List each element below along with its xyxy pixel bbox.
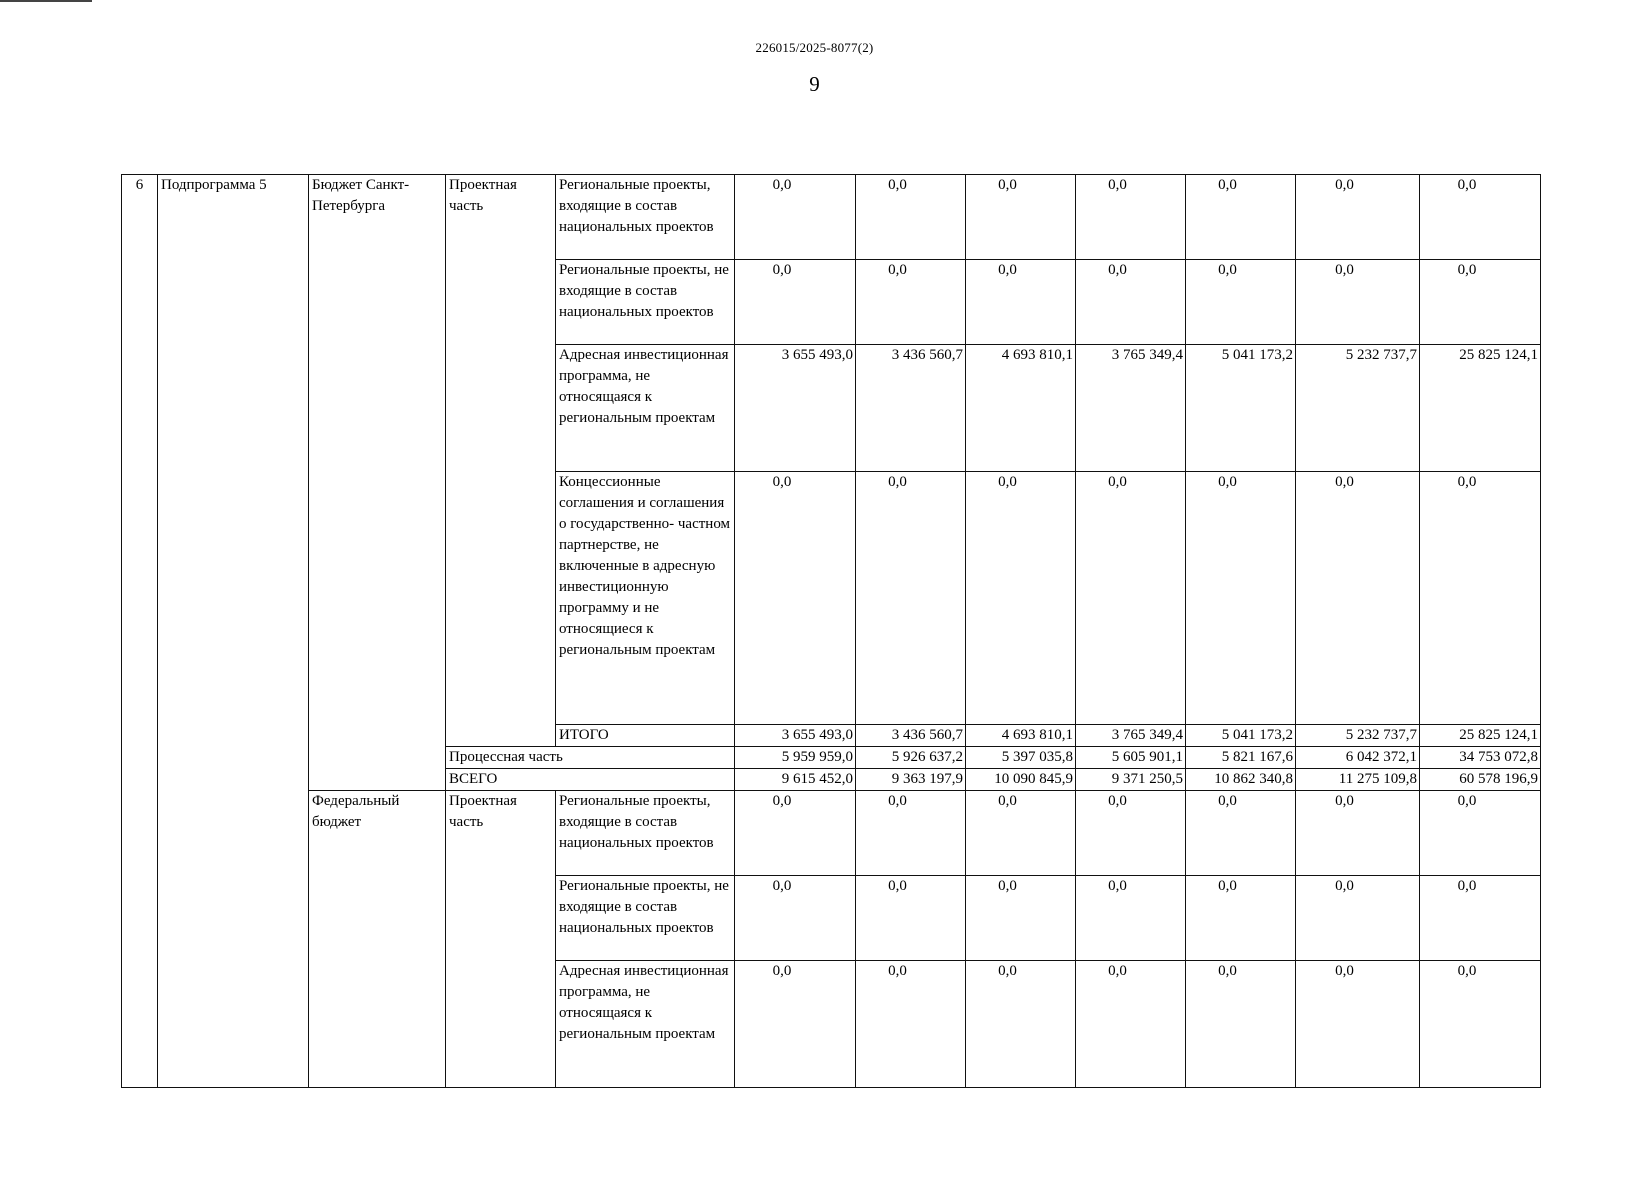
value-cell: 0,0: [1296, 876, 1420, 961]
value-cell: 5 041 173,2: [1186, 725, 1296, 747]
value-cell: 5 605 901,1: [1076, 747, 1186, 769]
value-cell: 5 926 637,2: [856, 747, 966, 769]
value-cell: 3 765 349,4: [1076, 725, 1186, 747]
subprogram-name: Подпрограмма 5: [158, 175, 309, 1088]
value-cell: 10 862 340,8: [1186, 769, 1296, 791]
value-cell: 0,0: [1296, 260, 1420, 345]
value-cell: 0,0: [1186, 175, 1296, 260]
value-cell: 0,0: [1296, 175, 1420, 260]
value-cell: 0,0: [1076, 791, 1186, 876]
value-cell: 0,0: [1186, 260, 1296, 345]
row-label: Региональные проекты, не входящие в состав национальных проектов: [556, 876, 735, 961]
value-cell: 5 041 173,2: [1186, 345, 1296, 472]
scan-edge-mark: [0, 0, 92, 2]
value-cell: 0,0: [856, 876, 966, 961]
project-part-federal: Проектная часть: [446, 791, 556, 1088]
value-cell: 9 363 197,9: [856, 769, 966, 791]
value-cell: 3 655 493,0: [735, 345, 856, 472]
value-cell: 0,0: [856, 472, 966, 725]
value-cell: 25 825 124,1: [1420, 345, 1541, 472]
value-cell: 0,0: [1420, 961, 1541, 1088]
row-label: Концессионные соглашения и соглашения о государственно- частном партнерстве, не включенные в адресную инвестиционную программу и не относящиеся к региональным проектам: [556, 472, 735, 725]
row-label: Адресная инвестиционная программа, не относящаяся к региональным проектам: [556, 961, 735, 1088]
value-cell: 34 753 072,8: [1420, 747, 1541, 769]
table-row: [122, 175, 1541, 260]
value-cell: 0,0: [735, 876, 856, 961]
value-cell: 0,0: [735, 260, 856, 345]
value-cell: 0,0: [1296, 472, 1420, 725]
value-cell: 0,0: [966, 175, 1076, 260]
value-cell: 0,0: [1420, 175, 1541, 260]
value-cell: 0,0: [966, 260, 1076, 345]
value-cell: 0,0: [856, 791, 966, 876]
row-number: 6: [122, 175, 158, 1088]
value-cell: 0,0: [966, 791, 1076, 876]
value-cell: 9 371 250,5: [1076, 769, 1186, 791]
value-cell: 0,0: [1296, 791, 1420, 876]
value-cell: 0,0: [856, 175, 966, 260]
value-cell: 0,0: [1186, 876, 1296, 961]
row-label: Адресная инвестиционная программа, не относящаяся к региональным проектам: [556, 345, 735, 472]
funding-source-federal: Федеральный бюджет: [309, 791, 446, 1088]
value-cell: 0,0: [1076, 961, 1186, 1088]
row-label: Региональные проекты, входящие в состав национальных проектов: [556, 791, 735, 876]
row-label: Региональные проекты, входящие в состав национальных проектов: [556, 175, 735, 260]
value-cell: 5 959 959,0: [735, 747, 856, 769]
value-cell: 4 693 810,1: [966, 725, 1076, 747]
row-label: ВСЕГО: [446, 769, 735, 791]
value-cell: 0,0: [735, 791, 856, 876]
value-cell: 5 397 035,8: [966, 747, 1076, 769]
value-cell: 3 436 560,7: [856, 725, 966, 747]
value-cell: 0,0: [1186, 961, 1296, 1088]
value-cell: 0,0: [1296, 961, 1420, 1088]
value-cell: 0,0: [856, 961, 966, 1088]
project-part-spb: Проектная часть: [446, 175, 556, 747]
value-cell: 0,0: [966, 961, 1076, 1088]
value-cell: 5 821 167,6: [1186, 747, 1296, 769]
value-cell: 3 765 349,4: [1076, 345, 1186, 472]
value-cell: 3 655 493,0: [735, 725, 856, 747]
value-cell: 0,0: [1186, 791, 1296, 876]
value-cell: 60 578 196,9: [1420, 769, 1541, 791]
value-cell: 0,0: [735, 175, 856, 260]
value-cell: 5 232 737,7: [1296, 345, 1420, 472]
page-number: 9: [809, 72, 820, 96]
budget-table-body: [122, 175, 1541, 1088]
value-cell: 0,0: [1076, 175, 1186, 260]
funding-source-spb: Бюджет Санкт-Петербурга: [309, 175, 446, 791]
value-cell: 0,0: [856, 260, 966, 345]
value-cell: 0,0: [735, 961, 856, 1088]
value-cell: 0,0: [1420, 876, 1541, 961]
value-cell: 0,0: [966, 876, 1076, 961]
value-cell: 0,0: [1420, 791, 1541, 876]
value-cell: 5 232 737,7: [1296, 725, 1420, 747]
value-cell: 0,0: [1420, 472, 1541, 725]
row-label: Региональные проекты, не входящие в состав национальных проектов: [556, 260, 735, 345]
value-cell: 10 090 845,9: [966, 769, 1076, 791]
value-cell: 0,0: [1076, 260, 1186, 345]
value-cell: 0,0: [1420, 260, 1541, 345]
value-cell: 3 436 560,7: [856, 345, 966, 472]
row-label: Процессная часть: [446, 747, 735, 769]
value-cell: 6 042 372,1: [1296, 747, 1420, 769]
value-cell: 11 275 109,8: [1296, 769, 1420, 791]
value-cell: 4 693 810,1: [966, 345, 1076, 472]
value-cell: 25 825 124,1: [1420, 725, 1541, 747]
value-cell: 0,0: [735, 472, 856, 725]
value-cell: 9 615 452,0: [735, 769, 856, 791]
table-row: [122, 791, 1541, 876]
row-label: ИТОГО: [556, 725, 735, 747]
document-id: 226015/2025-8077(2): [755, 40, 874, 55]
budget-table: [121, 174, 1541, 1088]
value-cell: 0,0: [966, 472, 1076, 725]
value-cell: 0,0: [1186, 472, 1296, 725]
value-cell: 0,0: [1076, 876, 1186, 961]
value-cell: 0,0: [1076, 472, 1186, 725]
